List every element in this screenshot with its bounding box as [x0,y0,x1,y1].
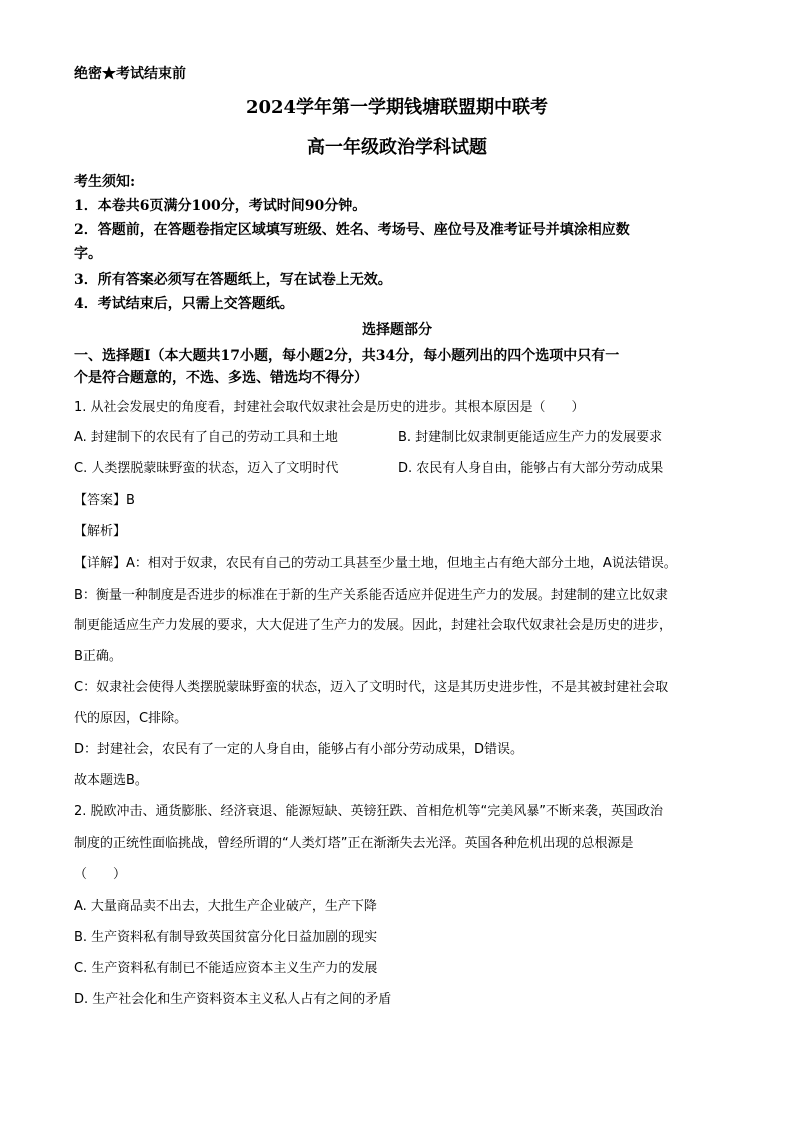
question-2-stem: 制度的正统性面临挑战，曾经所谓的“人类灯塔”正在渐渐失去光泽。英国各种危机出现的总根源是 [74,836,634,851]
exam-title: 2024学年第一学期钱塘联盟期中联考 [245,97,549,118]
question-2-option-c: C. 生产资料私有制已不能适应资本主义生产力的发展 [74,961,378,976]
question-1-option-a: A. 封建制下的农民有了自己的劳动工具和土地 [74,430,338,445]
question-1-option-c: C. 人类摆脱蒙昧野蛮的状态，迈入了文明时代 [74,461,339,476]
question-2-stem: 2. 脱欧冲击、通货膨胀、经济衰退、能源短缺、英镑狂跌、首相危机等“完美风暴”不断来袭，英国政治 [74,804,664,819]
notice-heading: 考生须知: [74,174,136,190]
question-2-stem: （ ） [74,867,127,882]
question-2-option-a: A. 大量商品卖不出去，大批生产企业破产，生产下降 [74,899,377,914]
question-1-option-d: D. 农民有人身自由，能够占有大部分劳动成果 [398,461,664,476]
question-1-answer: 【答案】B [74,493,135,508]
analysis-line: B：衡量一种制度是否进步的标准在于新的生产关系能否适应并促进生产力的发展。封建制的建立比奴隶 [74,588,668,603]
notice-item: 3．所有答案必须写在答题纸上，写在试卷上无效。 [74,272,392,288]
analysis-line: 【详解】A：相对于奴隶，农民有自己的劳动工具甚至少量土地，但地主占有绝大部分土地，A说法错误。 [74,556,677,571]
section-instructions: 一、选择题Ⅰ（本大题共17小题，每小题2分，共34分，每小题列出的四个选项中只有一 [74,348,620,364]
question-1-option-b: B. 封建制比奴隶制更能适应生产力的发展要求 [398,430,663,445]
question-1-stem: 1. 从社会发展史的角度看，封建社会取代奴隶社会是历史的进步。其根本原因是（ ） [74,400,585,415]
notice-item: 4．考试结束后，只需上交答题纸。 [74,296,294,312]
confidential-label: 绝密★考试结束前 [74,66,186,82]
section-title: 选择题部分 [362,322,432,338]
notice-item: 字。 [74,246,102,262]
analysis-line: 故本题选B。 [74,773,148,788]
analysis-line: 制更能适应生产力发展的要求，大大促进了生产力的发展。因此，封建社会取代奴隶社会是历史的进步， [74,618,673,633]
question-1-analysis-tag: 【解析】 [74,524,127,539]
notice-item: 2．答题前，在答题卷指定区域填写班级、姓名、考场号、座位号及准考证号并填涂相应数 [74,222,630,238]
analysis-line: 代的原因，C排除。 [74,711,188,726]
question-2-option-d: D. 生产社会化和生产资料资本主义私人占有之间的矛盾 [74,992,392,1007]
analysis-line: D：封建社会，农民有了一定的人身自由，能够占有小部分劳动成果，D错误。 [74,742,524,757]
question-2-option-b: B. 生产资料私有制导致英国贫富分化日益加剧的现实 [74,930,378,945]
exam-subtitle: 高一年级政治学科试题 [307,137,487,158]
analysis-line: C：奴隶社会使得人类摆脱蒙昧野蛮的状态，迈入了文明时代，这是其历史进步性，不是其被封建社会取 [74,680,669,695]
section-instructions: 个是符合题意的，不选、多选、错选均不得分） [74,370,368,386]
notice-item: 1．本卷共6页满分100分，考试时间90分钟。 [74,198,367,214]
analysis-line: B正确。 [74,649,122,664]
